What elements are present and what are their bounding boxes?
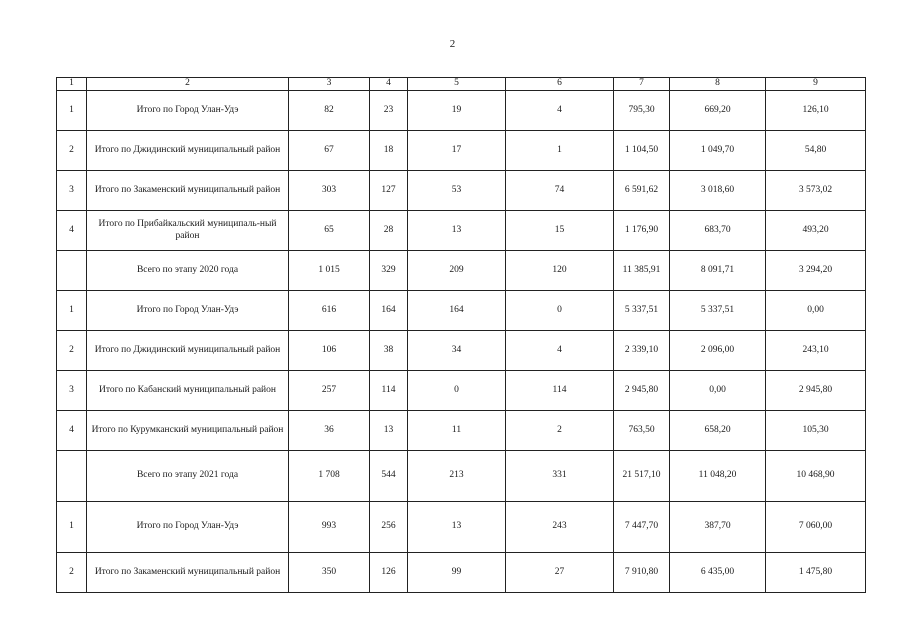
- value-cell: 120: [506, 251, 614, 291]
- value-cell: 19: [408, 91, 506, 131]
- district-name-cell: Итого по Курумканский муниципальный район: [87, 411, 289, 451]
- column-header: 8: [670, 78, 766, 91]
- value-cell: 213: [408, 451, 506, 502]
- row-number-cell: [57, 451, 87, 502]
- value-cell: 28: [370, 211, 408, 251]
- value-cell: 243: [506, 502, 614, 553]
- value-cell: 1 708: [289, 451, 370, 502]
- value-cell: 993: [289, 502, 370, 553]
- value-cell: 493,20: [766, 211, 866, 251]
- column-number-row: [57, 78, 866, 91]
- value-cell: 2 945,80: [766, 371, 866, 411]
- value-cell: 2 339,10: [614, 331, 670, 371]
- value-cell: 0,00: [766, 291, 866, 331]
- district-name-cell: Итого по Прибайкальский муниципаль-ный район: [87, 211, 289, 251]
- value-cell: 114: [370, 371, 408, 411]
- value-cell: 350: [289, 553, 370, 593]
- value-cell: 2 096,00: [670, 331, 766, 371]
- value-cell: 105,30: [766, 411, 866, 451]
- value-cell: 38: [370, 331, 408, 371]
- table-row: [57, 291, 866, 331]
- value-cell: 11 048,20: [670, 451, 766, 502]
- value-cell: 7 910,80: [614, 553, 670, 593]
- value-cell: 658,20: [670, 411, 766, 451]
- value-cell: 5 337,51: [670, 291, 766, 331]
- value-cell: 2: [506, 411, 614, 451]
- value-cell: 6 591,62: [614, 171, 670, 211]
- value-cell: 256: [370, 502, 408, 553]
- district-name-cell: Итого по Джидинский муниципальный район: [87, 331, 289, 371]
- table-row: [57, 131, 866, 171]
- district-name-cell: Итого по Кабанский муниципальный район: [87, 371, 289, 411]
- value-cell: 3 573,02: [766, 171, 866, 211]
- column-header: 6: [506, 78, 614, 91]
- row-number-cell: 1: [57, 291, 87, 331]
- district-name-cell: Итого по Город Улан-Удэ: [87, 91, 289, 131]
- value-cell: 13: [370, 411, 408, 451]
- value-cell: 27: [506, 553, 614, 593]
- value-cell: 7 447,70: [614, 502, 670, 553]
- column-header: 1: [57, 78, 87, 91]
- value-cell: 3 018,60: [670, 171, 766, 211]
- value-cell: 209: [408, 251, 506, 291]
- value-cell: 34: [408, 331, 506, 371]
- column-header: 7: [614, 78, 670, 91]
- value-cell: 544: [370, 451, 408, 502]
- value-cell: 126,10: [766, 91, 866, 131]
- table-row: [57, 553, 866, 593]
- value-cell: 21 517,10: [614, 451, 670, 502]
- value-cell: 65: [289, 211, 370, 251]
- value-cell: 106: [289, 331, 370, 371]
- value-cell: 329: [370, 251, 408, 291]
- value-cell: 67: [289, 131, 370, 171]
- value-cell: 1: [506, 131, 614, 171]
- value-cell: 257: [289, 371, 370, 411]
- value-cell: 0: [408, 371, 506, 411]
- value-cell: 114: [506, 371, 614, 411]
- value-cell: 669,20: [670, 91, 766, 131]
- value-cell: 795,30: [614, 91, 670, 131]
- district-name-cell: Итого по Закаменский муниципальный район: [87, 553, 289, 593]
- district-name-cell: Всего по этапу 2021 года: [87, 451, 289, 502]
- value-cell: 164: [408, 291, 506, 331]
- table-row: [57, 171, 866, 211]
- value-cell: 1 015: [289, 251, 370, 291]
- value-cell: 1 176,90: [614, 211, 670, 251]
- value-cell: 7 060,00: [766, 502, 866, 553]
- value-cell: 1 104,50: [614, 131, 670, 171]
- value-cell: 683,70: [670, 211, 766, 251]
- value-cell: 74: [506, 171, 614, 211]
- value-cell: 0,00: [670, 371, 766, 411]
- column-header: 3: [289, 78, 370, 91]
- value-cell: 36: [289, 411, 370, 451]
- data-table: [56, 77, 866, 593]
- row-number-cell: 4: [57, 211, 87, 251]
- district-name-cell: Итого по Закаменский муниципальный район: [87, 171, 289, 211]
- value-cell: 82: [289, 91, 370, 131]
- value-cell: 4: [506, 91, 614, 131]
- column-header: 5: [408, 78, 506, 91]
- table-row: [57, 411, 866, 451]
- value-cell: 15: [506, 211, 614, 251]
- value-cell: 127: [370, 171, 408, 211]
- value-cell: 0: [506, 291, 614, 331]
- row-number-cell: [57, 251, 87, 291]
- value-cell: 4: [506, 331, 614, 371]
- value-cell: 99: [408, 553, 506, 593]
- table-row: [57, 331, 866, 371]
- value-cell: 126: [370, 553, 408, 593]
- value-cell: 763,50: [614, 411, 670, 451]
- row-number-cell: 3: [57, 171, 87, 211]
- table-row: [57, 502, 866, 553]
- row-number-cell: 1: [57, 502, 87, 553]
- value-cell: 53: [408, 171, 506, 211]
- value-cell: 3 294,20: [766, 251, 866, 291]
- page-number: 2: [449, 38, 456, 50]
- value-cell: 616: [289, 291, 370, 331]
- district-name-cell: Итого по Джидинский муниципальный район: [87, 131, 289, 171]
- value-cell: 331: [506, 451, 614, 502]
- value-cell: 1 049,70: [670, 131, 766, 171]
- value-cell: 17: [408, 131, 506, 171]
- row-number-cell: 2: [57, 331, 87, 371]
- value-cell: 164: [370, 291, 408, 331]
- stage-total-row: [57, 451, 866, 502]
- value-cell: 11 385,91: [614, 251, 670, 291]
- column-header: 9: [766, 78, 866, 91]
- district-name-cell: Итого по Город Улан-Удэ: [87, 502, 289, 553]
- column-header: 2: [87, 78, 289, 91]
- row-number-cell: 3: [57, 371, 87, 411]
- column-header: 4: [370, 78, 408, 91]
- table-row: [57, 91, 866, 131]
- value-cell: 13: [408, 211, 506, 251]
- value-cell: 1 475,80: [766, 553, 866, 593]
- value-cell: 303: [289, 171, 370, 211]
- row-number-cell: 1: [57, 91, 87, 131]
- stage-total-row: [57, 251, 866, 291]
- row-number-cell: 2: [57, 553, 87, 593]
- value-cell: 8 091,71: [670, 251, 766, 291]
- value-cell: 5 337,51: [614, 291, 670, 331]
- value-cell: 10 468,90: [766, 451, 866, 502]
- value-cell: 2 945,80: [614, 371, 670, 411]
- value-cell: 23: [370, 91, 408, 131]
- table-row: [57, 371, 866, 411]
- value-cell: 6 435,00: [670, 553, 766, 593]
- row-number-cell: 2: [57, 131, 87, 171]
- row-number-cell: 4: [57, 411, 87, 451]
- value-cell: 54,80: [766, 131, 866, 171]
- table-row: [57, 211, 866, 251]
- value-cell: 18: [370, 131, 408, 171]
- district-name-cell: Итого по Город Улан-Удэ: [87, 291, 289, 331]
- value-cell: 243,10: [766, 331, 866, 371]
- value-cell: 387,70: [670, 502, 766, 553]
- value-cell: 11: [408, 411, 506, 451]
- value-cell: 13: [408, 502, 506, 553]
- district-name-cell: Всего по этапу 2020 года: [87, 251, 289, 291]
